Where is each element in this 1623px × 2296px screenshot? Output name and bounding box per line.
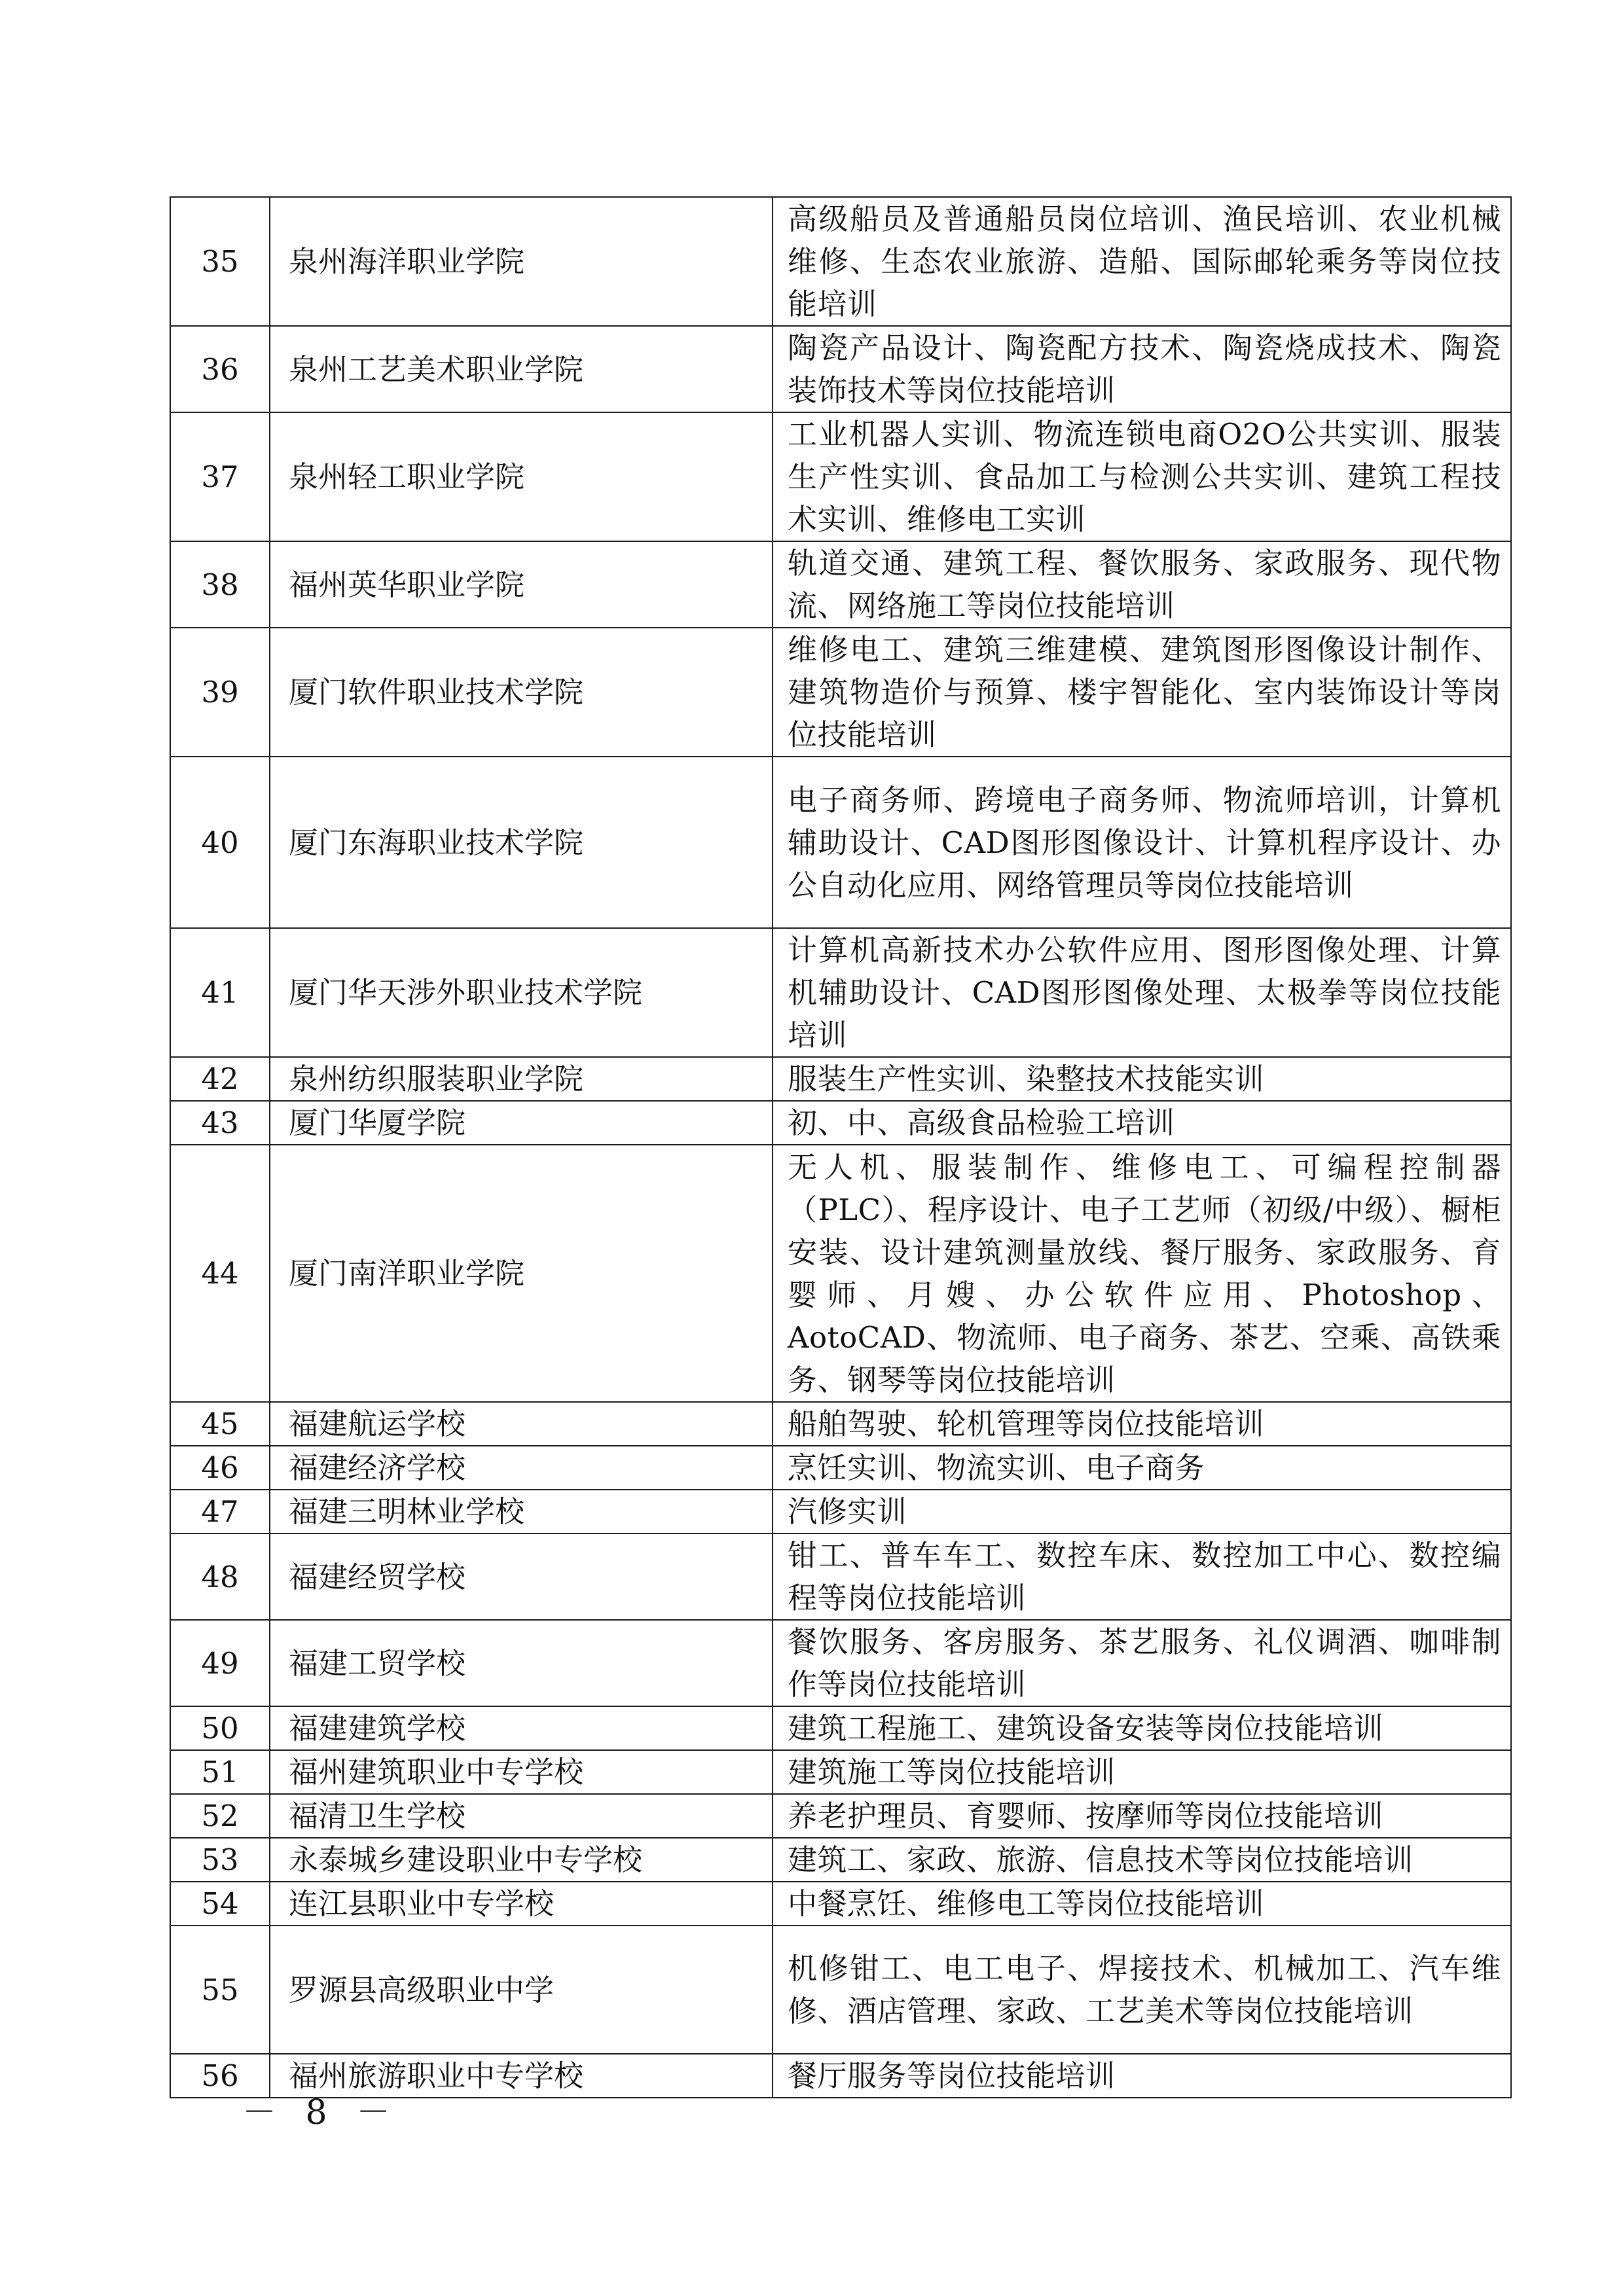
institution-name: 福建经贸学校 [270,1534,773,1620]
row-number: 35 [170,197,270,326]
table-row [170,1490,1511,1534]
table-row [170,326,1511,412]
institution-name: 泉州海洋职业学院 [270,197,773,326]
row-number: 53 [170,1838,270,1882]
training-content: 建筑工、家政、旅游、信息技术等岗位技能培训 [773,1838,1511,1882]
row-number: 40 [170,757,270,928]
training-content: 维修电工、建筑三维建模、建筑图形图像设计制作、建筑物造价与预算、楼宇智能化、室内装饰设计等岗位技能培训 [773,628,1511,757]
table-row [170,1794,1511,1838]
training-content: 高级船员及普通船员岗位培训、渔民培训、农业机械维修、生态农业旅游、造船、国际邮轮乘务等岗位技能培训 [773,197,1511,326]
institution-name: 厦门华厦学院 [270,1101,773,1145]
table-row [170,1402,1511,1446]
training-content: 烹饪实训、物流实训、电子商务 [773,1446,1511,1490]
institution-name: 厦门南洋职业学院 [270,1145,773,1402]
row-number: 49 [170,1620,270,1706]
row-number: 48 [170,1534,270,1620]
row-number: 36 [170,326,270,412]
institution-name: 厦门软件职业技术学院 [270,628,773,757]
table-row [170,628,1511,757]
row-number: 51 [170,1750,270,1794]
training-content: 服装生产性实训、染整技术技能实训 [773,1057,1511,1101]
institution-name: 福建三明林业学校 [270,1490,773,1534]
training-content: 初、中、高级食品检验工培训 [773,1101,1511,1145]
row-number: 39 [170,628,270,757]
institution-name: 福建建筑学校 [270,1706,773,1750]
table-body [170,197,1511,2098]
row-number: 47 [170,1490,270,1534]
table-row [170,1750,1511,1794]
training-content: 机修钳工、电工电子、焊接技术、机械加工、汽车维修、酒店管理、家政、工艺美术等岗位技能培训 [773,1926,1511,2054]
table-row [170,757,1511,928]
table-row [170,1534,1511,1620]
table-row [170,1145,1511,1402]
table-row [170,541,1511,628]
table-row [170,1838,1511,1882]
training-content: 计算机高新技术办公软件应用、图形图像处理、计算机辅助设计、CAD图形图像处理、太极拳等岗位技能培训 [773,928,1511,1057]
row-number: 44 [170,1145,270,1402]
row-number: 42 [170,1057,270,1101]
institution-name: 泉州纺织服装职业学院 [270,1057,773,1101]
training-content: 陶瓷产品设计、陶瓷配方技术、陶瓷烧成技术、陶瓷装饰技术等岗位技能培训 [773,326,1511,412]
institution-name: 连江县职业中专学校 [270,1882,773,1926]
training-content: 建筑施工等岗位技能培训 [773,1750,1511,1794]
row-number: 41 [170,928,270,1057]
table-row [170,1101,1511,1145]
training-content: 无人机、服装制作、维修电工、可编程控制器（PLC）、程序设计、电子工艺师（初级/中级）、橱柜安装、设计建筑测量放线、餐厅服务、家政服务、育婴师、月嫂、办公软件应用、Photoshop、AotoCAD、物流师、电子商务、茶艺、空乘、高铁乘务、钢琴等岗位技能培训 [773,1145,1511,1402]
institution-name: 福州旅游职业中专学校 [270,2054,773,2098]
institution-name: 泉州轻工职业学院 [270,412,773,541]
training-content: 汽修实训 [773,1490,1511,1534]
row-number: 55 [170,1926,270,2054]
table-row [170,1926,1511,2054]
training-content: 船舶驾驶、轮机管理等岗位技能培训 [773,1402,1511,1446]
institution-name: 罗源县高级职业中学 [270,1926,773,2054]
training-content: 轨道交通、建筑工程、餐饮服务、家政服务、现代物流、网络施工等岗位技能培训 [773,541,1511,628]
table-row [170,1057,1511,1101]
institution-name: 福建航运学校 [270,1402,773,1446]
row-number: 52 [170,1794,270,1838]
training-content: 建筑工程施工、建筑设备安装等岗位技能培训 [773,1706,1511,1750]
institution-name: 厦门华天涉外职业技术学院 [270,928,773,1057]
training-content: 养老护理员、育婴师、按摩师等岗位技能培训 [773,1794,1511,1838]
row-number: 50 [170,1706,270,1750]
row-number: 46 [170,1446,270,1490]
row-number: 37 [170,412,270,541]
institution-name: 厦门东海职业技术学院 [270,757,773,928]
table-row [170,1882,1511,1926]
training-content: 餐饮服务、客房服务、茶艺服务、礼仪调酒、咖啡制作等岗位技能培训 [773,1620,1511,1706]
institution-name: 福清卫生学校 [270,1794,773,1838]
table-row [170,197,1511,326]
training-content: 中餐烹饪、维修电工等岗位技能培训 [773,1882,1511,1926]
row-number: 54 [170,1882,270,1926]
training-content: 工业机器人实训、物流连锁电商O2O公共实训、服装生产性实训、食品加工与检测公共实训、建筑工程技术实训、维修电工实训 [773,412,1511,541]
institution-name: 泉州工艺美术职业学院 [270,326,773,412]
row-number: 43 [170,1101,270,1145]
institution-name: 永泰城乡建设职业中专学校 [270,1838,773,1882]
institution-name: 福建工贸学校 [270,1620,773,1706]
training-content: 餐厅服务等岗位技能培训 [773,2054,1511,2098]
institution-name: 福州英华职业学院 [270,541,773,628]
table-row [170,412,1511,541]
institution-name: 福州建筑职业中专学校 [270,1750,773,1794]
row-number: 38 [170,541,270,628]
table-row [170,1446,1511,1490]
institution-name: 福建经济学校 [270,1446,773,1490]
table-row [170,1706,1511,1750]
training-content: 钳工、普车车工、数控车床、数控加工中心、数控编程等岗位技能培训 [773,1534,1511,1620]
training-institutions-table [170,196,1512,2098]
table-row [170,1620,1511,1706]
training-content: 电子商务师、跨境电子商务师、物流师培训，计算机辅助设计、CAD图形图像设计、计算机程序设计、办公自动化应用、网络管理员等岗位技能培训 [773,757,1511,928]
row-number: 56 [170,2054,270,2098]
row-number: 45 [170,1402,270,1446]
page-number: － 8 － [242,2093,400,2132]
table-row [170,928,1511,1057]
